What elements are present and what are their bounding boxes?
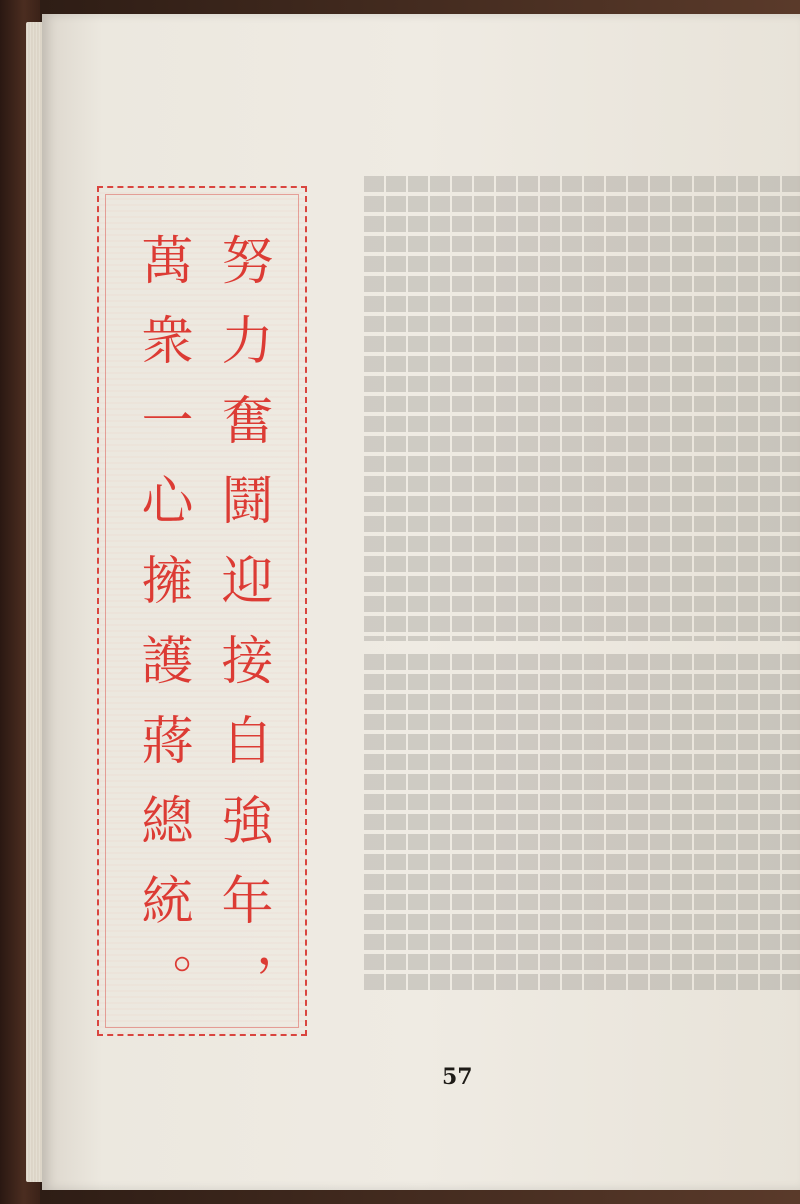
text-column [540, 654, 560, 994]
page-number: 57 [442, 1064, 473, 1090]
article-upper-section [342, 176, 800, 641]
text-column [364, 176, 384, 641]
text-column [386, 176, 406, 641]
slogan-columns [99, 188, 305, 1034]
article-lower-section [342, 654, 800, 994]
article-lower-columns [342, 654, 800, 994]
text-column [364, 654, 384, 994]
text-column [474, 654, 494, 994]
book-page [42, 14, 800, 1190]
text-column [584, 176, 604, 641]
text-column [430, 176, 450, 641]
text-column [518, 176, 538, 641]
text-column [628, 176, 648, 641]
text-column [650, 176, 670, 641]
text-column [452, 176, 472, 641]
text-column [738, 176, 758, 641]
text-column [672, 176, 692, 641]
slogan-box [97, 186, 307, 1036]
text-column [496, 176, 516, 641]
text-column [716, 654, 736, 994]
text-column [540, 176, 560, 641]
text-column [782, 176, 800, 641]
text-column [738, 654, 758, 994]
article-upper-columns [342, 176, 800, 641]
text-column [760, 176, 780, 641]
text-column [430, 654, 450, 994]
text-column [496, 654, 516, 994]
text-column [386, 654, 406, 994]
text-column [408, 176, 428, 641]
slogan-line-1: 努力奮鬪迎接自強年， [212, 233, 272, 1033]
text-column [606, 654, 626, 994]
text-column [562, 176, 582, 641]
text-column [694, 654, 714, 994]
text-column [650, 654, 670, 994]
slogan-line-2: 萬衆一心擁護蔣總統。 [132, 233, 192, 1033]
text-column [562, 654, 582, 994]
text-column [452, 654, 472, 994]
text-column [716, 176, 736, 641]
text-column [694, 176, 714, 641]
text-column [628, 654, 648, 994]
text-column [760, 654, 780, 994]
text-column [606, 176, 626, 641]
text-column [474, 176, 494, 641]
text-column [782, 654, 800, 994]
text-column [518, 654, 538, 994]
text-column [672, 654, 692, 994]
text-column [584, 654, 604, 994]
text-column [408, 654, 428, 994]
